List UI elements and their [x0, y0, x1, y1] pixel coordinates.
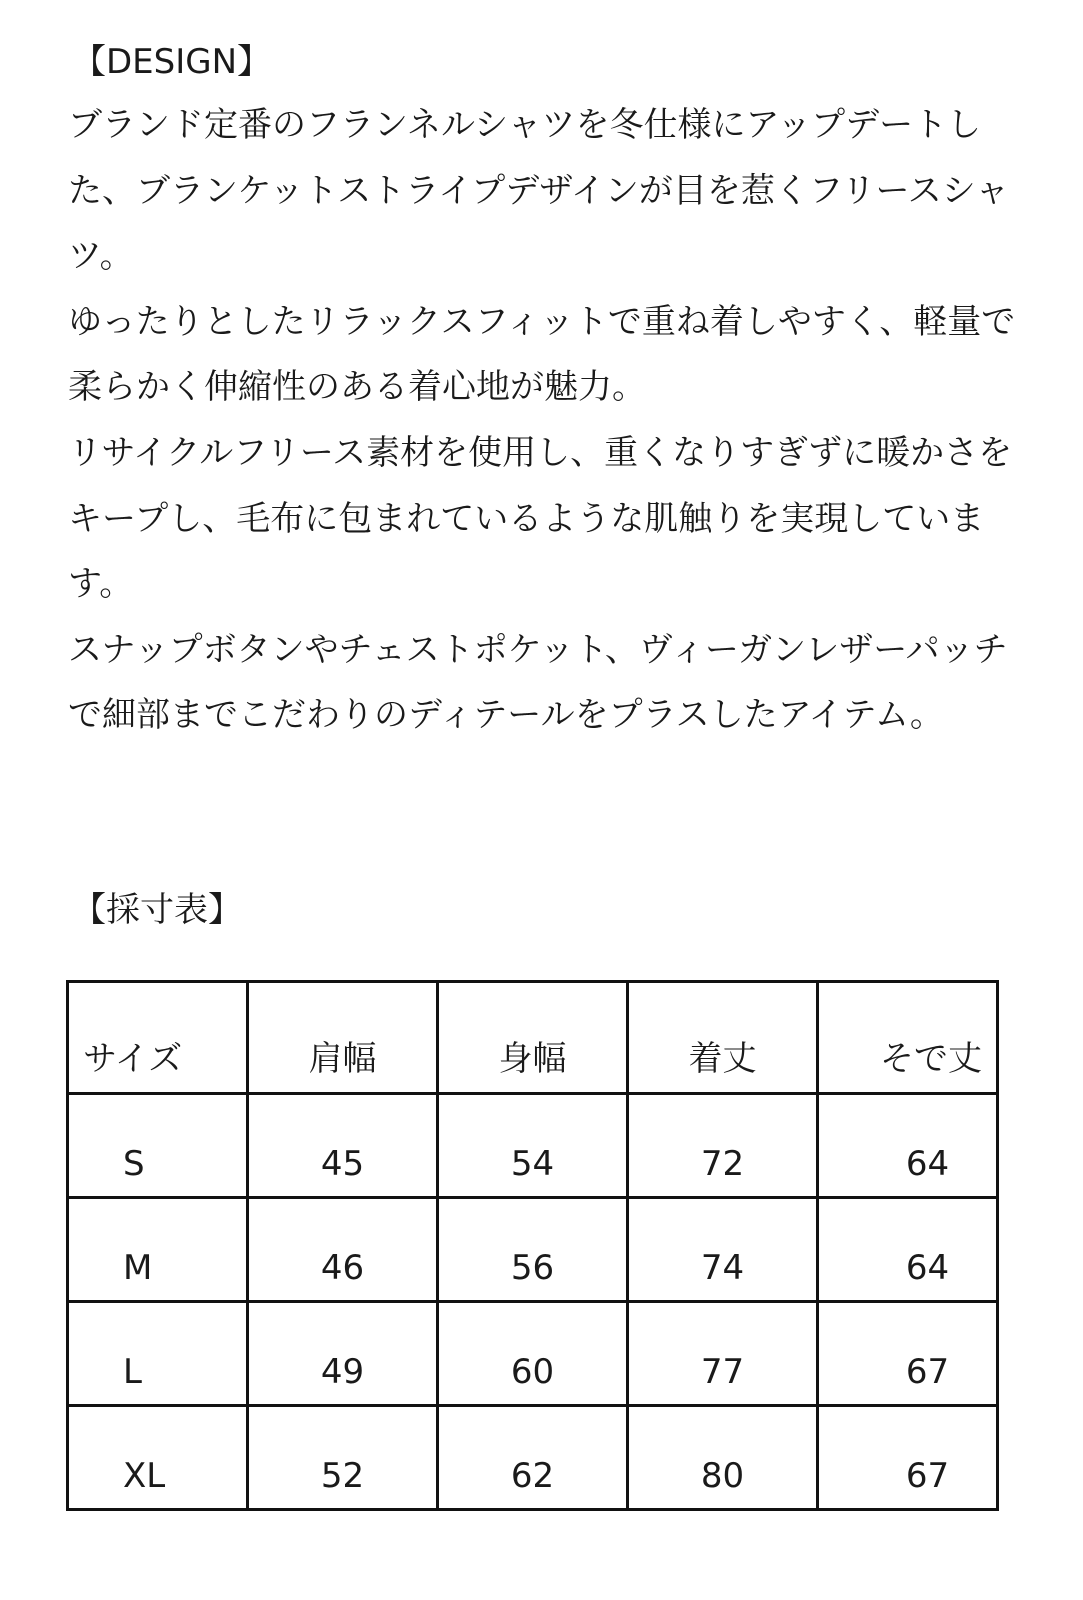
column-header-body-width: 身幅 [438, 982, 628, 1094]
size-chart-header-row [68, 982, 998, 1094]
body-width-cell: 62 [438, 1406, 628, 1510]
shoulder-width-cell: 52 [248, 1406, 438, 1510]
size-cell: XL [68, 1406, 248, 1510]
table-row [68, 1302, 998, 1406]
shoulder-width-cell: 49 [248, 1302, 438, 1406]
sleeve-length-cell: 67 [818, 1302, 998, 1406]
shoulder-width-cell: 46 [248, 1198, 438, 1302]
table-row [68, 1198, 998, 1302]
column-header-shoulder-width: 肩幅 [248, 982, 438, 1094]
shoulder-width-cell: 45 [248, 1094, 438, 1198]
description-paragraph: スナップボタンやチェストポケット、ヴィーガンレザーパッチで細部までこだわりのディテールをプラスしたアイテム。 [68, 629, 1008, 736]
sleeve-length-cell: 67 [818, 1406, 998, 1510]
size-cell: S [68, 1094, 248, 1198]
size-chart-heading: 【採寸表】 [72, 890, 242, 930]
column-header-size: サイズ [68, 982, 248, 1094]
sleeve-length-cell: 64 [818, 1198, 998, 1302]
table-row [68, 1094, 998, 1198]
length-cell: 77 [628, 1302, 818, 1406]
column-header-sleeve-length: そで丈 [818, 982, 998, 1094]
length-cell: 74 [628, 1198, 818, 1302]
description-paragraph: ブランド定番のフランネルシャツを冬仕様にアップデートした、ブランケットストライプデザインが目を惹くフリースシャツ。 [68, 105, 1010, 277]
design-heading: 【DESIGN】 [72, 42, 272, 82]
description-paragraph: リサイクルフリース素材を使用し、重くなりすぎずに暖かさをキープし、毛布に包まれているような肌触りを実現しています。 [68, 432, 1013, 605]
size-cell: L [68, 1302, 248, 1406]
body-width-cell: 54 [438, 1094, 628, 1198]
length-cell: 72 [628, 1094, 818, 1198]
table-row [68, 1406, 998, 1510]
body-width-cell: 56 [438, 1198, 628, 1302]
design-description [68, 93, 1028, 749]
size-chart-table [66, 980, 999, 1511]
length-cell: 80 [628, 1406, 818, 1510]
description-paragraph: ゆったりとしたリラックスフィットで重ね着しやすく、軽量で柔らかく伸縮性のある着心地が魅力。 [68, 301, 1016, 408]
column-header-length: 着丈 [628, 982, 818, 1094]
body-width-cell: 60 [438, 1302, 628, 1406]
size-cell: M [68, 1198, 248, 1302]
sleeve-length-cell: 64 [818, 1094, 998, 1198]
